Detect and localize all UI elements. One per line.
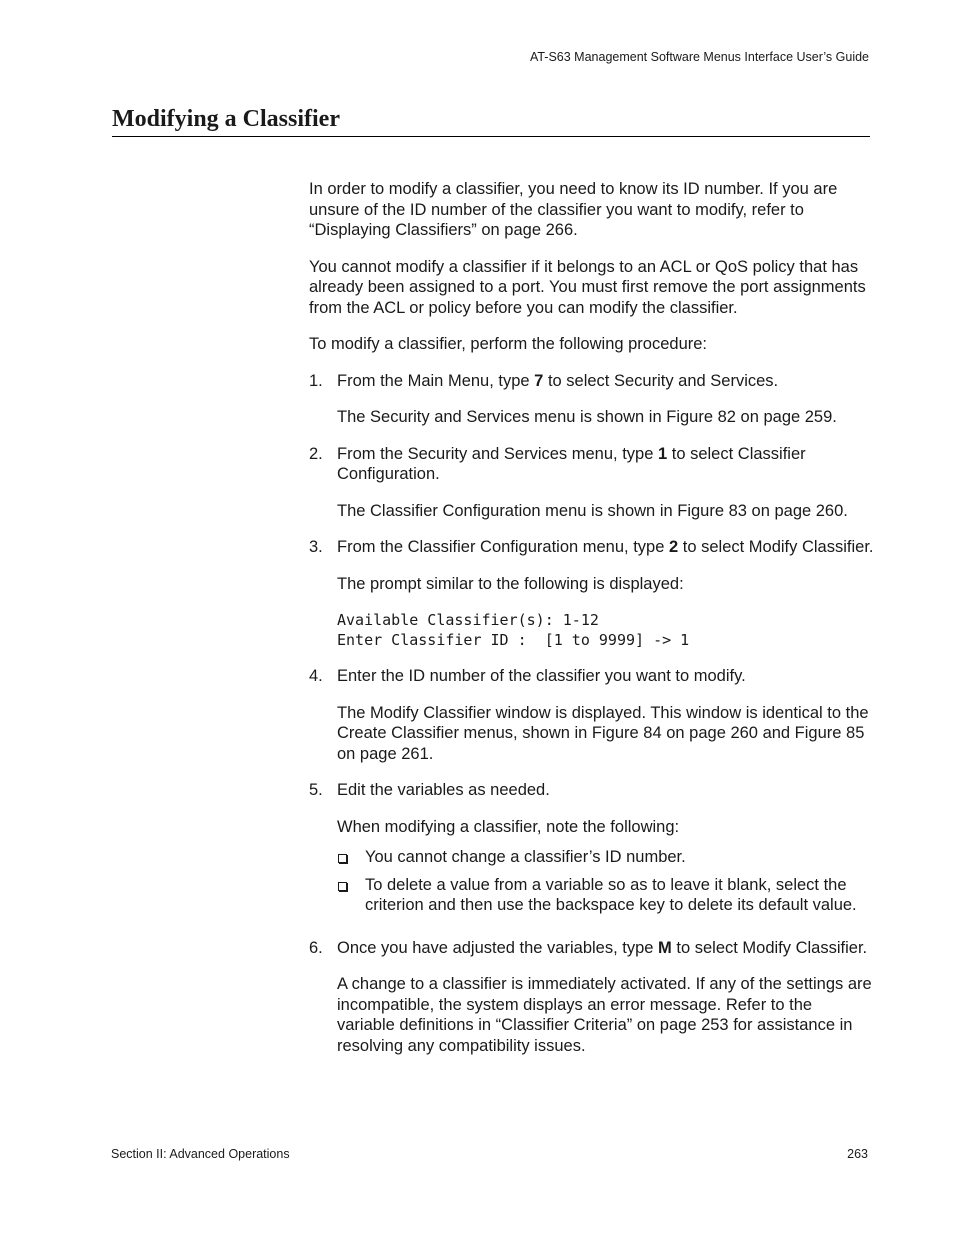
bullet-text: You cannot change a classifier’s ID number. bbox=[365, 848, 686, 866]
step-number: 1. bbox=[309, 371, 323, 390]
step-note: A change to a classifier is immediately activated. If any of the settings are incompatible, the system displays an error message. Refer to the variable definitions in “Classifier Criteria” on page 253 for assistance in resolving any compatibility issues. bbox=[337, 975, 872, 1055]
key-label: 7 bbox=[534, 371, 544, 390]
code-line: Available Classifier(s): 1-12 bbox=[337, 611, 599, 629]
checkbox-bullet-icon bbox=[338, 882, 347, 891]
step-2 bbox=[309, 444, 874, 522]
step-text: to select Classifier Configuration. bbox=[337, 444, 806, 483]
step-note: The prompt similar to the following is displayed: bbox=[337, 574, 684, 593]
intro-paragraph: You cannot modify a classifier if it belongs to an ACL or QoS policy that has already been assigned to a port. You must first remove the port assignments from the ACL or policy before you can modify the classifier. bbox=[309, 257, 866, 317]
key-label: M bbox=[658, 938, 672, 957]
intro-paragraph: To modify a classifier, perform the following procedure: bbox=[309, 335, 708, 353]
step-3 bbox=[309, 537, 874, 650]
step-4 bbox=[309, 666, 874, 764]
footer-section: Section II: Advanced Operations bbox=[111, 1147, 290, 1161]
code-line: Enter Classifier ID : [1 to 9999] -> 1 bbox=[337, 631, 690, 649]
step-instruction bbox=[337, 444, 874, 485]
procedure-steps bbox=[309, 371, 874, 1057]
step-5 bbox=[309, 780, 874, 916]
bullet-text: To delete a value from a variable so as to leave it blank, select the criterion and then use the backspace key to delete its default value. bbox=[365, 875, 857, 914]
page-number: 263 bbox=[847, 1147, 868, 1161]
intro-paragraph: In order to modify a classifier, you need to know its ID number. If you are unsure of the ID number of the classifier you want to modify, refer to “Displaying Classifiers” on page 266. bbox=[309, 180, 838, 239]
step-number: 4. bbox=[309, 667, 323, 685]
step-6 bbox=[309, 938, 874, 1057]
step-instruction: Enter the ID number of the classifier you want to modify. bbox=[337, 667, 746, 685]
step-number: 5. bbox=[309, 781, 323, 799]
step-1 bbox=[309, 371, 874, 428]
section-title: Modifying a Classifier bbox=[112, 106, 870, 137]
key-label: 2 bbox=[668, 538, 679, 556]
step-instruction bbox=[337, 371, 874, 392]
checkbox-bullet-icon bbox=[338, 854, 347, 863]
bullet-list bbox=[337, 847, 874, 916]
step-note: The Modify Classifier window is displayed. This window is identical to the Create Classifier menus, shown in Figure 84 on page 260 and Figure 85 on page 261. bbox=[337, 703, 869, 763]
step-instruction bbox=[337, 938, 874, 959]
step-text: to select Modify Classifier. bbox=[671, 938, 868, 957]
body-text bbox=[309, 179, 874, 1072]
key-label: 1 bbox=[657, 444, 668, 463]
bullet-item bbox=[337, 875, 874, 916]
code-block bbox=[337, 610, 874, 650]
step-number: 3. bbox=[309, 538, 323, 556]
bullet-item bbox=[337, 847, 874, 868]
step-number: 2. bbox=[309, 444, 323, 463]
step-note: The Security and Services menu is shown in Figure 82 on page 259. bbox=[337, 408, 837, 426]
step-text: From the Main Menu, type bbox=[337, 371, 535, 390]
step-note: The Classifier Configuration menu is shown in Figure 83 on page 260. bbox=[337, 501, 848, 520]
step-note: When modifying a classifier, note the following: bbox=[337, 817, 680, 836]
step-instruction bbox=[337, 537, 874, 558]
step-instruction: Edit the variables as needed. bbox=[337, 781, 550, 799]
running-header: AT-S63 Management Software Menus Interface User’s Guide bbox=[529, 50, 869, 64]
step-text: From the Classifier Configuration menu, type bbox=[337, 538, 669, 556]
step-text: Once you have adjusted the variables, type bbox=[337, 938, 659, 957]
step-text: to select Security and Services. bbox=[543, 371, 779, 390]
step-number: 6. bbox=[309, 938, 323, 957]
step-text: From the Security and Services menu, type bbox=[337, 444, 658, 463]
step-text: to select Modify Classifier. bbox=[678, 538, 874, 556]
